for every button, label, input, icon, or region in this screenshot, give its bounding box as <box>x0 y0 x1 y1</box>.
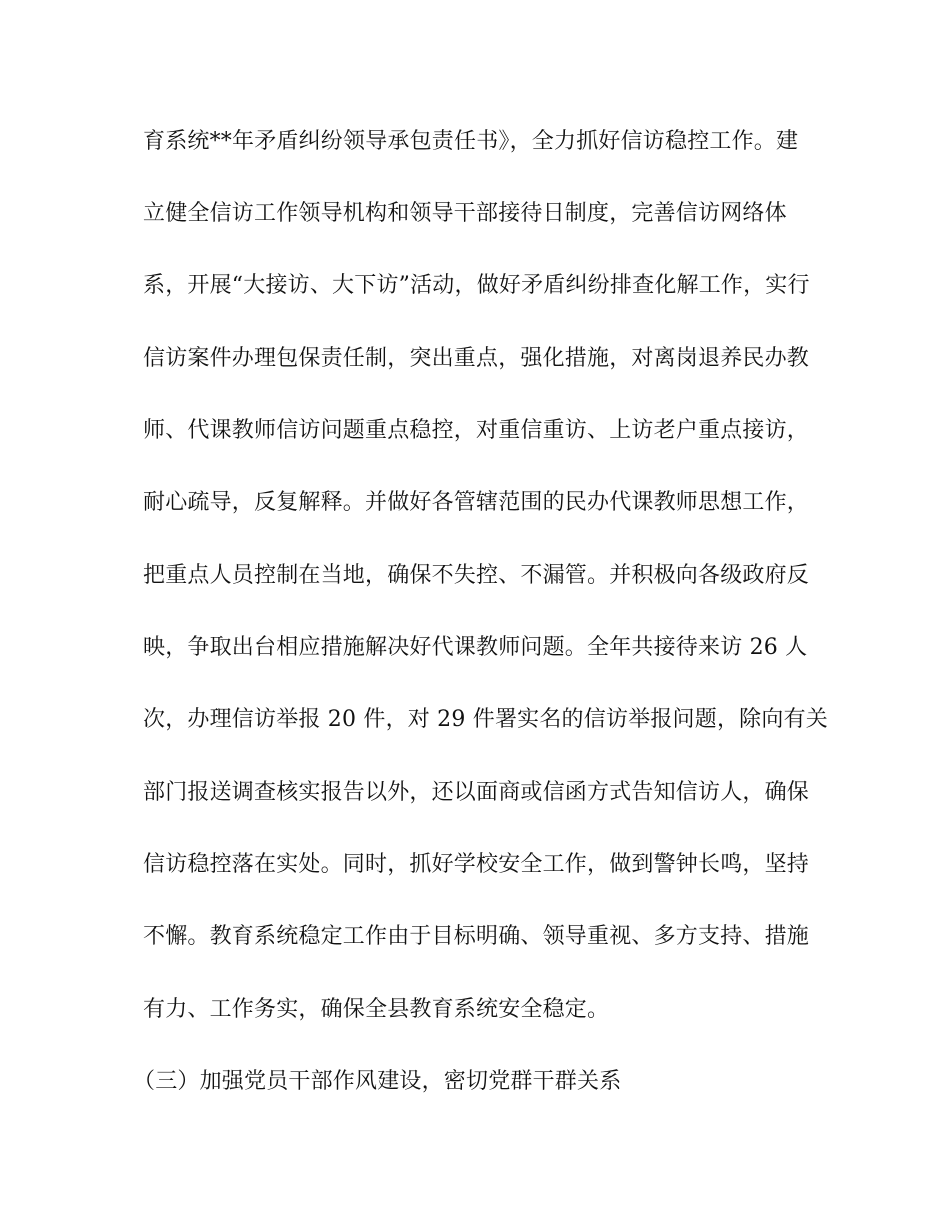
paragraph-line: 育系统**年矛盾纠纷领导承包责任书》，全力抓好信访稳控工作。建 <box>143 129 799 154</box>
paragraph-line: 不懈。教育系统稳定工作由于目标明确、领导重视、多方支持、措施 <box>143 924 810 949</box>
paragraph-line: 师、代课教师信访问题重点稳控，对重信重访、上访老户重点接访， <box>143 418 810 443</box>
section-heading: （三）加强党员干部作风建设，密切党群干群关系 <box>133 1069 622 1094</box>
paragraph-line: 信访案件办理包保责任制，突出重点，强化措施，对离岗退养民办教 <box>143 346 810 371</box>
paragraph-line: 部门报送调查核实报告以外，还以面商或信函方式告知信访人，确保 <box>143 780 810 805</box>
paragraph-line: 系，开展“大接访、大下访”活动，做好矛盾纠纷排查化解工作，实行 <box>143 273 810 298</box>
paragraph-line: 有力、工作务实，确保全县教育系统安全稳定。 <box>143 997 610 1022</box>
paragraph-line: 映，争取出台相应措施解决好代课教师问题。全年共接待来访 26 人 <box>143 635 808 660</box>
paragraph-line: 把重点人员控制在当地，确保不失控、不漏管。并积极向各级政府反 <box>143 563 810 588</box>
paragraph-line: 立健全信访工作领导机构和领导干部接待日制度，完善信访网络体 <box>143 201 787 226</box>
paragraph-line: 耐心疏导，反复解释。并做好各管辖范围的民办代课教师思想工作， <box>143 490 810 515</box>
paragraph-line: 信访稳控落在实处。同时，抓好学校安全工作，做到警钟长鸣，坚持 <box>143 852 810 877</box>
paragraph-line: 次，办理信访举报 20 件，对 29 件署实名的信访举报问题，除向有关 <box>143 707 828 732</box>
